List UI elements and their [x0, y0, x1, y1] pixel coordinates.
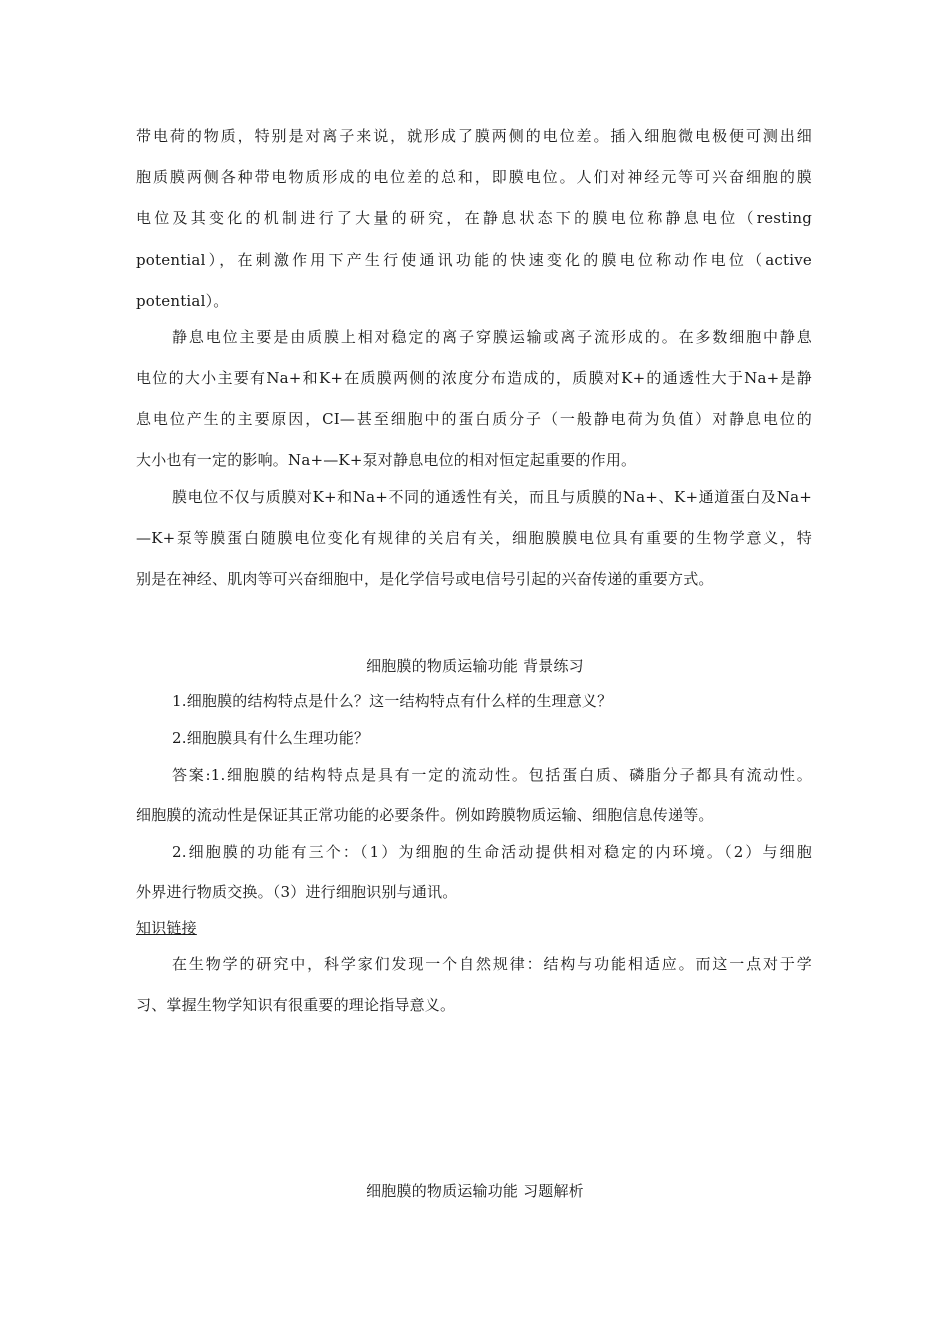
knowledge-link-heading: 知识链接: [136, 919, 197, 937]
answer-2-line2: 外界进行物质交换。（3）进行细胞识别与通讯。: [136, 883, 458, 901]
paragraph2-line2: 电位的大小主要有Na+和K+在质膜两侧的浓度分布造成的，质膜对K+的通透性大于Na+是静: [136, 369, 812, 387]
paragraph1-line3: 电位及其变化的机制进行了大量的研究，在静息状态下的膜电位称静息电位（resting: [136, 209, 812, 227]
section2-title: 细胞膜的物质运输功能 习题解析: [366, 1182, 584, 1200]
knowledge-link-line2: 习、掌握生物学知识有很重要的理论指导意义。: [136, 996, 456, 1014]
knowledge-link-line1: 在生物学的研究中，科学家们发现一个自然规律：结构与功能相适应。而这一点对于学: [172, 955, 812, 973]
answer-1-line2: 细胞膜的流动性是保证其正常功能的必要条件。例如跨膜物质运输、细胞信息传递等。: [136, 806, 714, 824]
paragraph3-line2: —K+泵等膜蛋白随膜电位变化有规律的关启有关，细胞膜膜电位具有重要的生物学意义，特: [136, 529, 812, 547]
section1-title: 细胞膜的物质运输功能 背景练习: [366, 657, 584, 675]
answer-1-line1: 答案:1.细胞膜的结构特点是具有一定的流动性。包括蛋白质、磷脂分子都具有流动性。: [172, 766, 812, 784]
question-1: 1.细胞膜的结构特点是什么？这一结构特点有什么样的生理意义？: [172, 692, 613, 710]
paragraph1-line2: 胞质膜两侧各种带电物质形成的电位差的总和，即膜电位。人们对神经元等可兴奋细胞的膜: [136, 168, 812, 186]
paragraph2-line4: 大小也有一定的影响。Na+—K+泵对静息电位的相对恒定起重要的作用。: [136, 451, 637, 469]
paragraph2-line3: 息电位产生的主要原因，CI—甚至细胞中的蛋白质分子（一般静电荷为负值）对静息电位的: [136, 410, 812, 428]
paragraph1-line4: potential），在刺激作用下产生行使通讯功能的快速变化的膜电位称动作电位（active: [136, 251, 812, 269]
question-2: 2.细胞膜具有什么生理功能？: [172, 729, 370, 747]
paragraph3-line1: 膜电位不仅与质膜对K+和Na+不同的通透性有关，而且与质膜的Na+、K+通道蛋白及Na+: [172, 488, 812, 506]
paragraph3-line3: 别是在神经、肌肉等可兴奋细胞中，是化学信号或电信号引起的兴奋传递的重要方式。: [136, 570, 714, 588]
paragraph1-line5: potential）。: [136, 292, 229, 310]
paragraph1-line1: 带电荷的物质，特别是对离子来说，就形成了膜两侧的电位差。插入细胞微电极便可测出细: [136, 127, 812, 145]
answer-2-line1: 2.细胞膜的功能有三个：（1）为细胞的生命活动提供相对稳定的内环境。（2）与细胞: [172, 843, 812, 861]
paragraph2-line1: 静息电位主要是由质膜上相对稳定的离子穿膜运输或离子流形成的。在多数细胞中静息: [172, 328, 812, 346]
